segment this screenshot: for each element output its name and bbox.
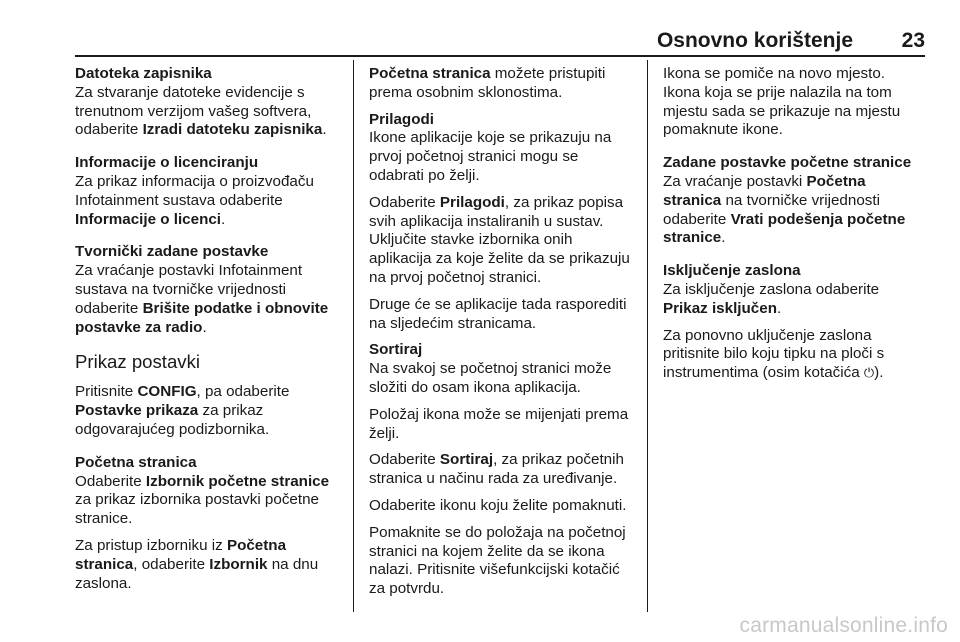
menu-term: Vrati podešenja početne stranice	[663, 210, 906, 247]
section-heading: Datoteka zapisnika	[75, 65, 212, 82]
paragraph: Odaberite Sortiraj, za prikaz početnih stranica u načinu rada za uređivanje.	[369, 451, 624, 488]
paragraph: Odaberite ikonu koju želite pomaknuti.	[369, 496, 627, 514]
menu-term: Izbornik početne stranice	[145, 472, 330, 490]
paragraph: Početna stranica možete pristupiti prema osobnim sklonostima.	[369, 65, 606, 101]
page-header	[75, 28, 925, 57]
column-divider	[647, 60, 648, 612]
paragraph: Ikona se pomiče na novo mjesto. Ikona koja se prije nalazila na tom mjestu sada se prikazuje na mjestu pomaknute ikone.	[663, 65, 901, 139]
paragraph: Za isključenje zaslona odaberite Prikaz isključen.	[663, 280, 880, 317]
section-home-defaults	[663, 154, 925, 248]
menu-term: Izbornik	[209, 555, 268, 573]
menu-term: Brišite podatke i obnovite postavke za radio	[75, 299, 329, 336]
menu-term: Prilagodi	[439, 193, 505, 211]
paragraph: Za stvaranje datoteke evidencije s trenutnom verzijom vašeg softvera, odaberite Izradi datoteku zapisnika.	[75, 83, 327, 139]
section-heading: Tvornički zadane postavke	[75, 243, 269, 261]
section-licence-info	[75, 154, 343, 229]
paragraph: Ikone aplikacije koje se prikazuju na prvoj početnoj stranici mogu se odabrati po želji.	[369, 129, 612, 184]
paragraph: Pritisnite CONFIG, pa odaberite Postavke prikaza za prikaz odgovarajućeg podizbornika.	[75, 383, 290, 438]
menu-term: Početna stranica	[369, 65, 491, 82]
chapter-title: Osnovno korištenje	[656, 29, 853, 52]
menu-term: Informacije o licenci	[75, 210, 222, 228]
watermark: carmanualsonline.info	[739, 614, 948, 637]
paragraph: Pomaknite se do položaja na početnoj stranici na kojem želite da se ikona nalazi. Pritisnite višefunkcijski kotačić za potvrdu.	[369, 523, 626, 598]
section-factory-settings	[75, 243, 343, 337]
section-heading: Informacije o licenciranju	[75, 154, 259, 172]
menu-term: Početna stranica	[75, 536, 287, 573]
paragraph: Za ponovno uključenje zaslona pritisnite bilo koju tipku na ploči s instrumentima (osim kotačića ⏻).	[663, 326, 885, 382]
section-log-file	[75, 65, 343, 140]
column-divider	[353, 60, 354, 612]
chapter-heading: Prikaz postavki	[75, 351, 201, 373]
section-heading: Prilagodi	[369, 110, 434, 128]
section-display-off	[663, 262, 925, 384]
section-heading: Zadane postavke početne stranice	[663, 154, 912, 172]
menu-term: Sortiraj	[439, 451, 494, 469]
menu-term: Početna stranica	[663, 172, 866, 209]
menu-term: Izradi datoteku zapisnika	[142, 121, 323, 139]
column-2	[369, 65, 635, 607]
paragraph: Položaj ikona može se mijenjati prema želji.	[369, 405, 629, 442]
paragraph: Za vraćanje postavki Početna stranica na tvorničke vrijednosti odaberite Vrati podešenja početne stranice.	[663, 172, 906, 247]
column-3	[663, 65, 925, 392]
page-number: 23	[901, 29, 925, 52]
menu-term: Prikaz isključen	[663, 299, 777, 317]
paragraph-block	[75, 383, 343, 439]
section-heading: Sortiraj	[369, 341, 423, 359]
paragraph: Za vraćanje postavki Infotainment sustava na tvorničke vrijednosti odaberite Brišite podatke i obnovite postavke za radio.	[75, 262, 329, 336]
section-heading: Isključenje zaslona	[663, 262, 801, 280]
button-term: CONFIG	[137, 383, 197, 401]
paragraph: Za prikaz informacija o proizvođaču Infotainment sustava odaberite Informacije o licenci.	[75, 172, 314, 228]
section-home-page	[75, 454, 343, 594]
paragraph: Na svakoj se početnoj stranici može složiti do osam ikona aplikacija.	[369, 360, 612, 396]
paragraph: Odaberite Prilagodi, za prikaz popisa svih aplikacija instaliranih u sustav. Uključite stavke izbornika onih aplikacija za koje želite da se prikazuju na prvoj početnoj stranici.	[369, 193, 630, 286]
paragraph: Odaberite Izbornik početne stranice za prikaz izbornika postavki početne stranice.	[75, 472, 330, 528]
paragraph: Za pristup izborniku iz Početna stranica, odaberite Izbornik na dnu zaslona.	[75, 536, 319, 592]
column-1	[75, 65, 343, 601]
menu-term: Postavke prikaza	[75, 402, 199, 420]
section-heading: Početna stranica	[75, 453, 197, 471]
paragraph: Druge će se aplikacije tada rasporediti na sljedećim stranicama.	[369, 295, 627, 332]
power-knob-icon: ⏻	[863, 366, 875, 382]
